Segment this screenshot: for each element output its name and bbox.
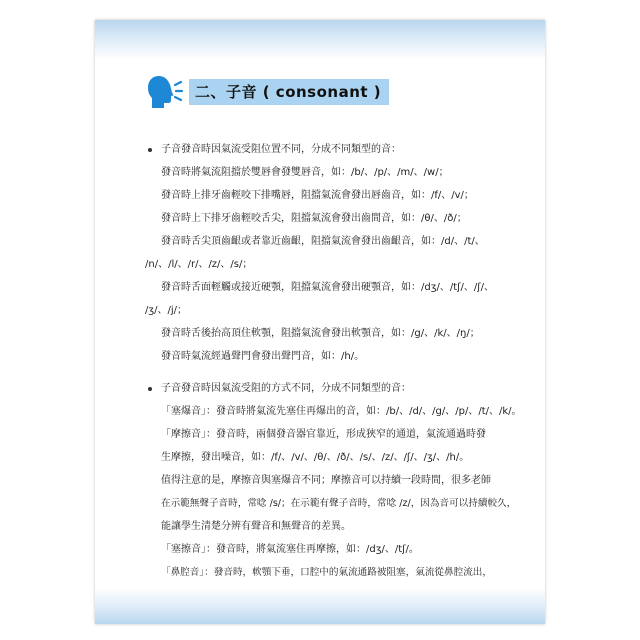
- book-page: [95, 20, 545, 624]
- content-body: [145, 138, 522, 616]
- section-heading: [145, 72, 389, 112]
- text-line: 「摩擦音」：發音時，兩個發音器官靠近，形成狹窄的通道，氣流通過時發: [161, 429, 486, 440]
- text-line: 「塞爆音」：發音時將氣流先塞住再爆出的音，如：/b/、/d/、/g/、/p/、/t/、/k/。: [161, 406, 522, 417]
- text-line: 「鼻腔音」：發音時，軟顎下垂，口腔中的氣流通路被阻塞，氣流從鼻腔流出，: [161, 567, 492, 578]
- text-line: 發音時氣流經過聲門會發出聲門音，如：/h/。: [161, 351, 365, 362]
- heading-title: 二、子音 ( consonant ): [189, 79, 389, 105]
- bullet-intro: 子音發音時因氣流受阻的方式不同，分成不同類型的音：: [161, 383, 411, 394]
- text-line: /ʒ/、/j/；: [145, 305, 188, 316]
- top-decorative-band: [95, 20, 545, 60]
- text-line: 發音時舌後抬高頂住軟顎，阻擋氣流會發出軟顎音，如：/g/、/k/、/ŋ/；: [161, 328, 480, 339]
- text-line: 發音時上下排牙齒輕咬舌尖，阻擋氣流會發出齒間音，如：/θ/、/ð/；: [161, 213, 467, 224]
- section-place-of-articulation: [145, 138, 505, 368]
- bullet-dot-icon: [148, 148, 152, 152]
- text-line: 發音時舌面輕觸或接近硬顎，阻擋氣流會發出硬顎音，如：/dʒ/、/tʃ/、/ʃ/、: [161, 282, 494, 293]
- text-line: 能讓學生清楚分辨有聲音和無聲音的差異。: [161, 521, 351, 532]
- text-line: 在示範無聲子音時，常唸 /s/；在示範有聲子音時，常唸 /z/，因為音可以持續較久，: [161, 498, 517, 509]
- bullet-dot-icon: [148, 387, 152, 391]
- section-manner-of-articulation: [145, 377, 522, 607]
- text-line: 值得注意的是，摩擦音與塞爆音不同；摩擦音可以持續一段時間，很多老師: [161, 475, 491, 486]
- bullet-item: [145, 138, 505, 161]
- bottom-decorative-band: [95, 588, 545, 624]
- bullet-item: [145, 377, 505, 400]
- text-line: 發音時將氣流阻擋於雙唇會發雙唇音，如：/b/、/p/、/m/、/w/；: [161, 167, 449, 178]
- text-line: /n/、/l/、/r/、/z/、/s/；: [145, 259, 253, 270]
- text-line: 生摩擦，發出噪音，如：/f/、/v/、/θ/、/ð/、/s/、/z/、/ʃ/、/ʒ/、/h/。: [161, 452, 470, 463]
- text-line: 發音時上排牙齒輕咬下排嘴唇，阻擋氣流會發出唇齒音，如：/f/、/v/；: [161, 190, 474, 201]
- speaking-head-icon: [145, 72, 185, 112]
- text-line: 「塞擦音」：發音時，將氣流塞住再摩擦，如：/dʒ/、/tʃ/。: [161, 544, 419, 555]
- bullet-intro: 子音發音時因氣流受阻位置不同，分成不同類型的音：: [161, 144, 401, 155]
- text-line: 發音時舌尖頂齒齦或者靠近齒齦，阻擋氣流會發出齒齦音，如：/d/、/t/、: [161, 236, 485, 247]
